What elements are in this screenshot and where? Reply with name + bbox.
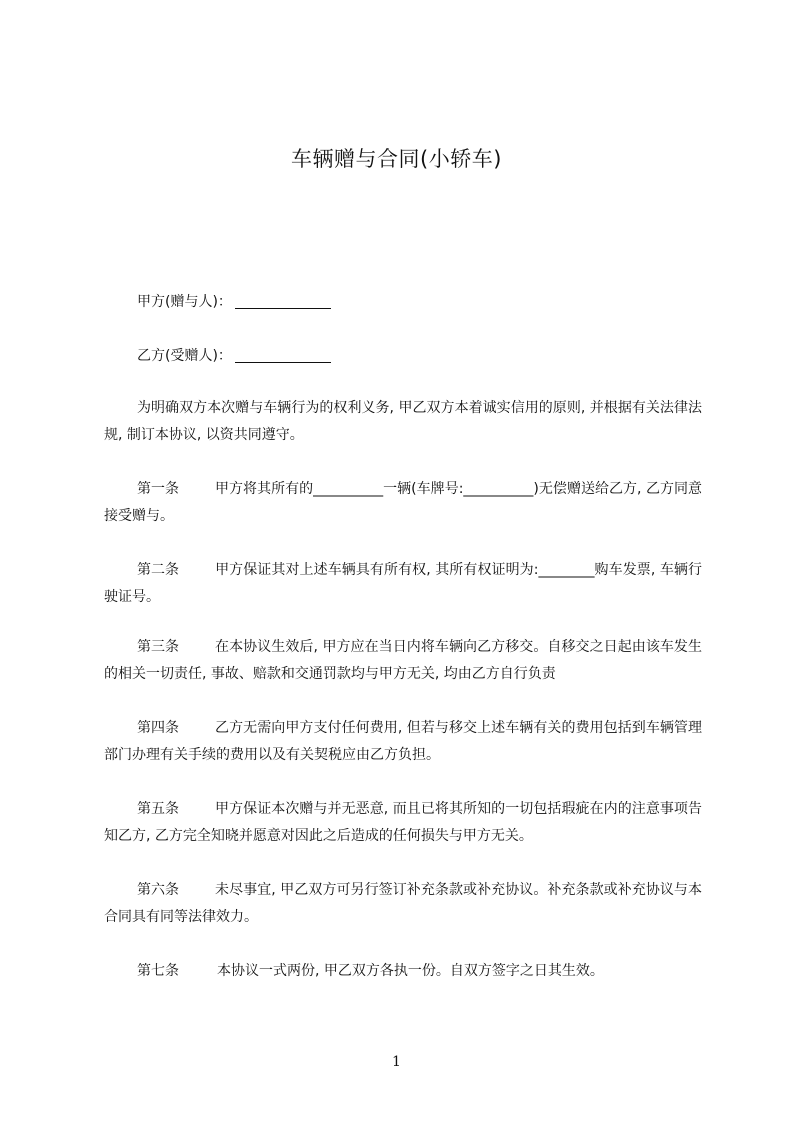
- party-a-label: 甲方(赠与人)：: [137, 294, 232, 310]
- document-title: 车辆赠与合同(小轿车): [291, 147, 502, 171]
- party-a-line: [137, 291, 331, 311]
- article-4-label: 第四条: [137, 720, 179, 736]
- article-6-text: 未尽事宜, 甲乙双方可另行签订补充条款或补充协议。补充条款或补充协议与本合同具有同等法律效力。: [104, 882, 702, 925]
- article-3-text: 在本协议生效后, 甲方应在当日内将车辆向乙方移交。自移交之日起由该车发生的相关一切责任, 事故、赔款和交通罚款均与甲方无关, 均由乙方自行负责: [104, 639, 702, 682]
- party-a-blank: [235, 294, 331, 309]
- article-3: [104, 634, 702, 688]
- article-1-text: 甲方将其所有的__________一辆(车牌号:__________)无偿赠送给乙方, 乙方同意接受赠与。: [104, 481, 702, 524]
- article-5-text: 甲方保证本次赠与并无恶意, 而且已将其所知的一切包括瑕疵在内的注意事项告知乙方, 乙方完全知晓并愿意对因此之后造成的任何损失与甲方无关。: [104, 801, 702, 844]
- article-3-label: 第三条: [137, 639, 179, 655]
- article-1-label: 第一条: [137, 481, 179, 497]
- article-2-text: 甲方保证其对上述车辆具有所有权, 其所有权证明为:________购车发票, 车辆行驶证号。: [104, 562, 702, 605]
- article-4-text: 乙方无需向甲方支付任何费用, 但若与移交上述车辆有关的费用包括到车辆管理部门办理有关手续的费用以及有关契税应由乙方负担。: [104, 720, 702, 763]
- party-b-blank: [235, 348, 331, 363]
- article-6: [104, 877, 702, 931]
- party-b-label: 乙方(受赠人)：: [137, 348, 232, 364]
- article-7-label: 第七条: [137, 963, 179, 979]
- article-1: [104, 476, 702, 530]
- article-5-label: 第五条: [137, 801, 179, 817]
- page-number: 1: [392, 1054, 401, 1070]
- article-5: [104, 796, 702, 850]
- intro-paragraph: 为明确双方本次赠与车辆行为的权利义务, 甲乙双方本着诚实信用的原则, 并根据有关法律法规, 制订本协议, 以资共同遵守。: [104, 400, 702, 443]
- article-2: [104, 557, 702, 611]
- article-4: [104, 715, 702, 769]
- party-b-line: [137, 345, 331, 365]
- article-7: [137, 958, 604, 985]
- article-6-label: 第六条: [137, 882, 179, 898]
- article-7-text: 本协议一式两份, 甲乙双方各执一份。自双方签字之日其生效。: [217, 963, 604, 979]
- article-2-label: 第二条: [137, 562, 179, 578]
